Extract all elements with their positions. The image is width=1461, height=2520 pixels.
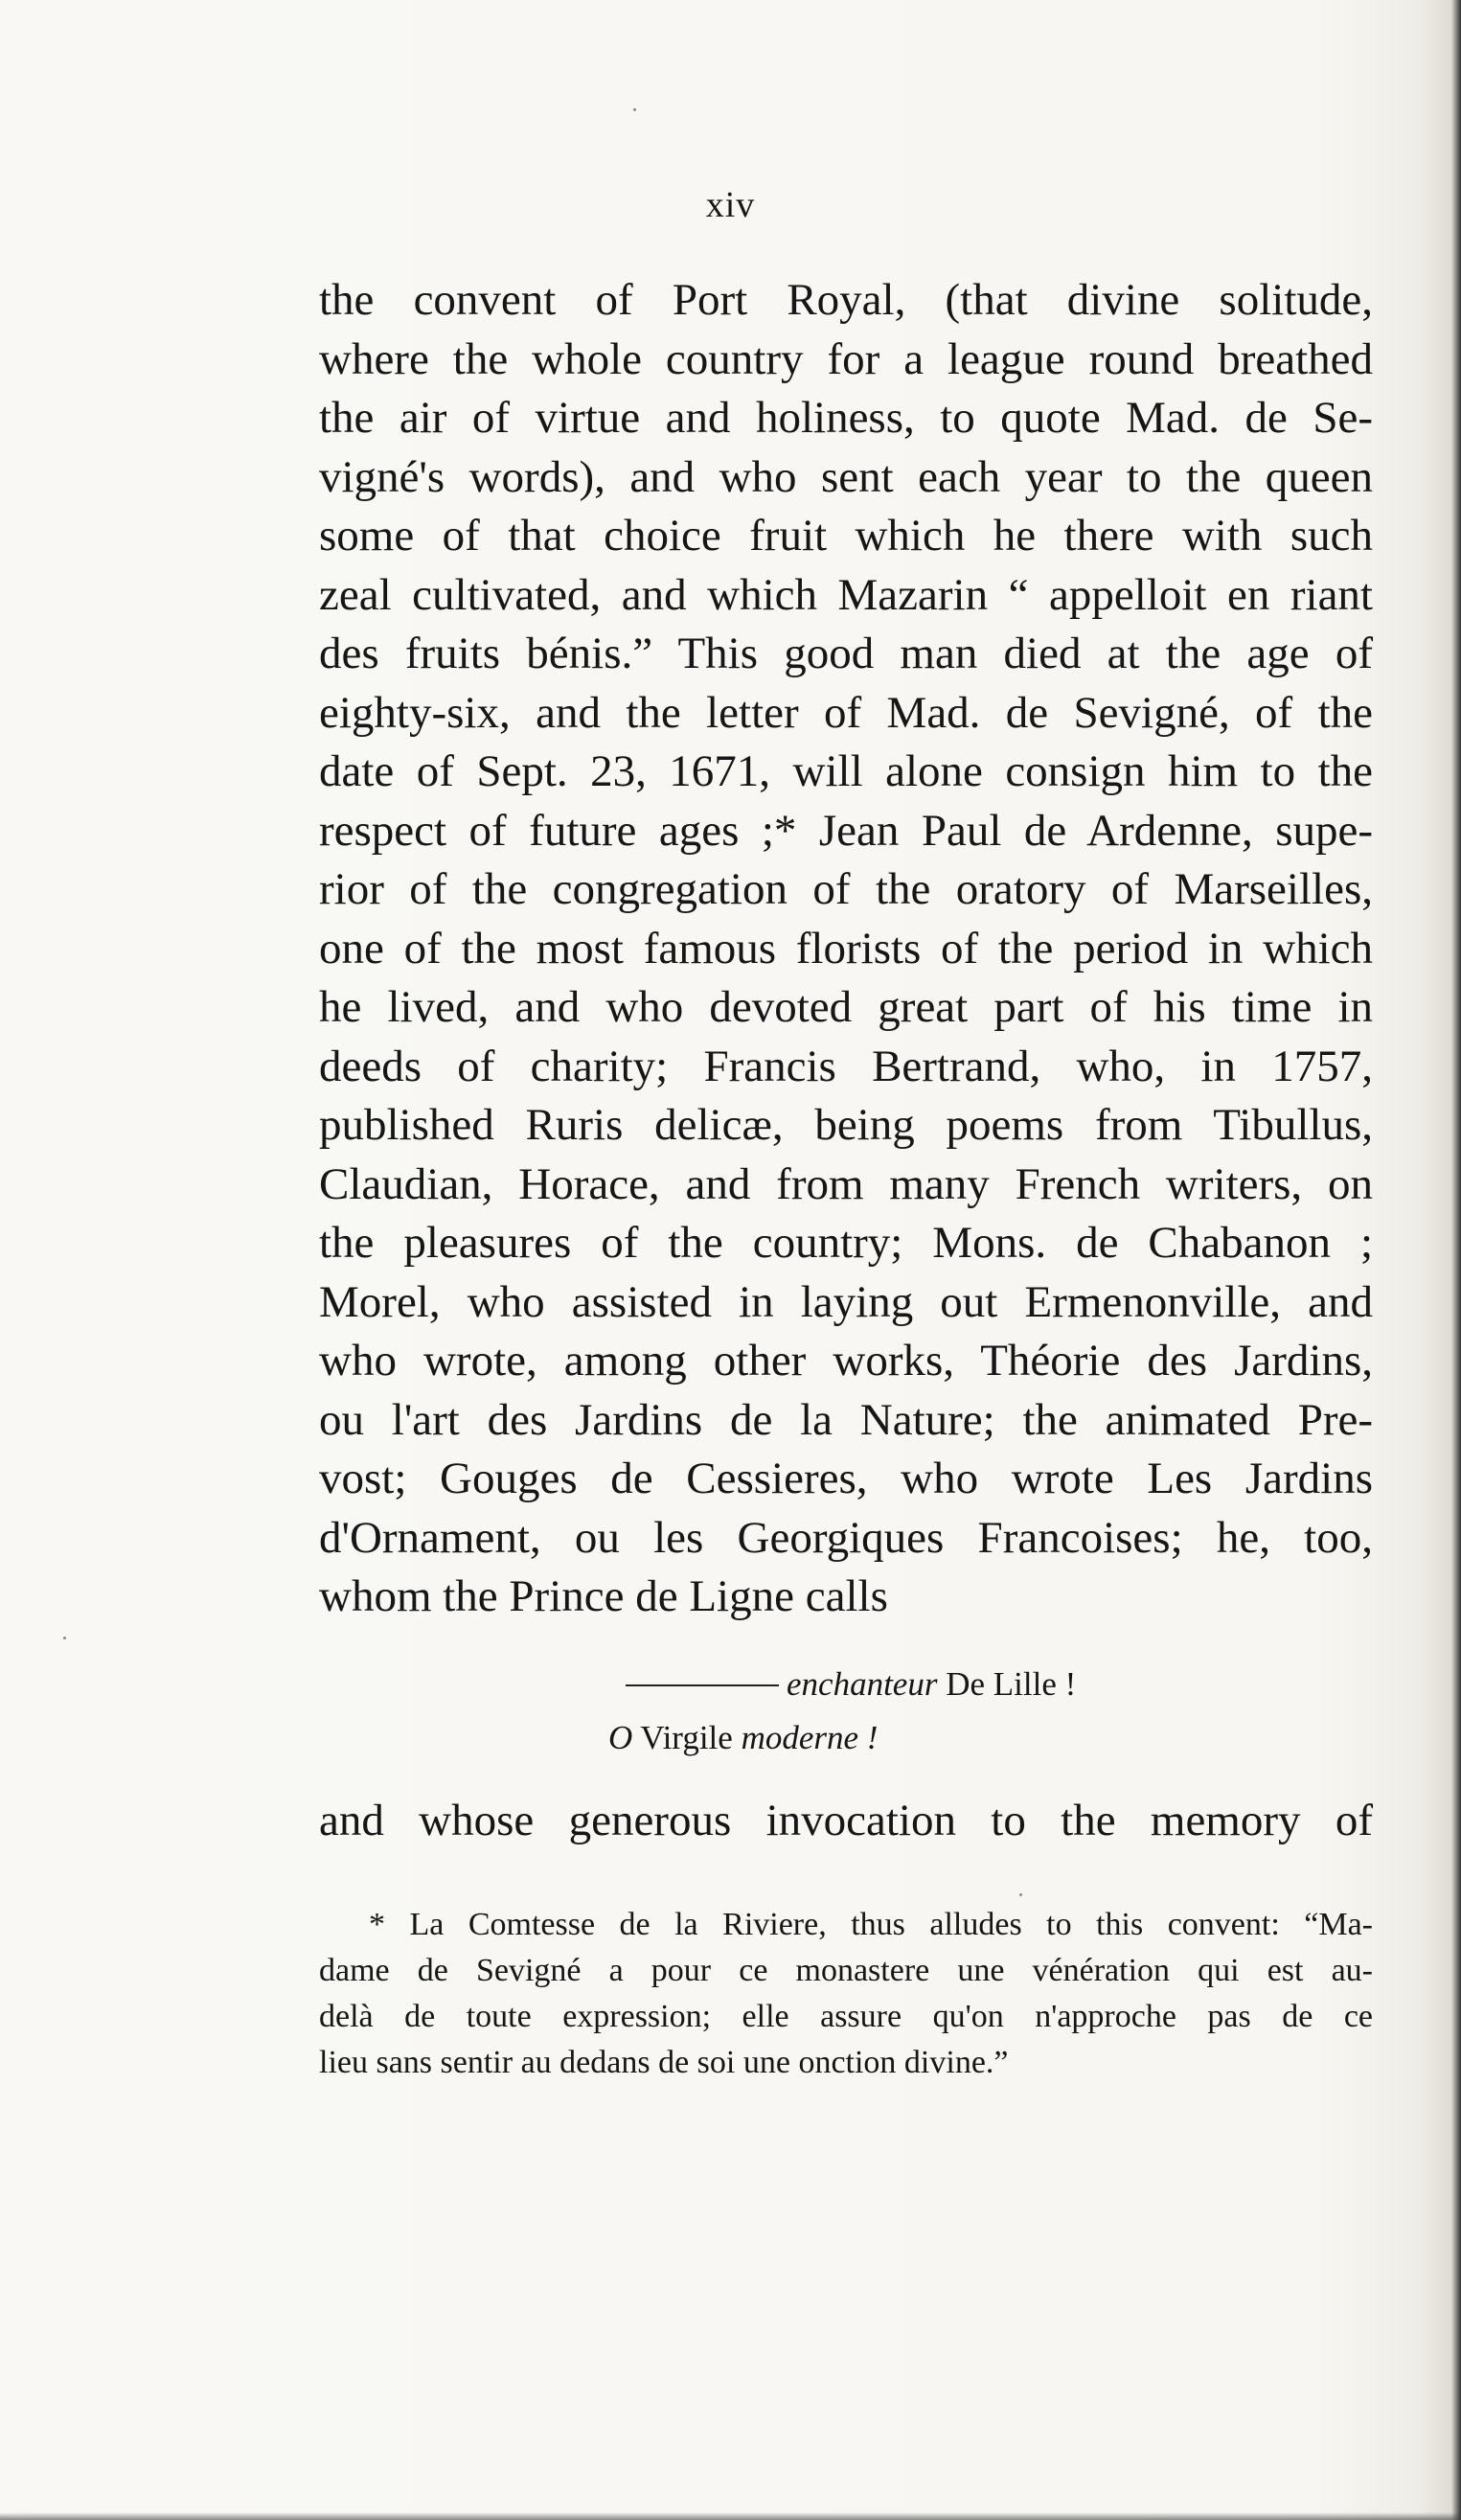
- text-line: the air of virtue and holiness, to quote Mad. de Se-: [319, 393, 1373, 443]
- text-line: the pleasures of the country; Mons. de Chabanon ;: [319, 1218, 1373, 1268]
- text-line: eighty-six, and the letter of Mad. de Sevigné, of the: [319, 687, 1373, 738]
- paper-speck: [633, 108, 636, 111]
- text-line: rior of the congregation of the oratory of Marseilles,: [319, 864, 1373, 914]
- text-line: d'Ornament, ou les Georgiques Francoises; he, too,: [319, 1512, 1373, 1563]
- paper-speck: [63, 1637, 66, 1639]
- text-line: respect of future ages ;* Jean Paul de Ardenne, supe-: [319, 805, 1373, 856]
- text-line: deeds of charity; Francis Bertrand, who, in 1757,: [319, 1041, 1373, 1091]
- closing-line: and whose generous invocation to the memory of: [319, 1796, 1373, 1845]
- verse-italic-word: moderne !: [741, 1719, 879, 1756]
- text-line: some of that choice fruit which he there with such: [319, 511, 1373, 561]
- text-line: whom the Prince de Ligne calls: [319, 1571, 888, 1621]
- text-line: he lived, and who devoted great part of his time in: [319, 982, 1373, 1032]
- text-line: ou l'art des Jardins de la Nature; the animated Pre-: [319, 1394, 1373, 1445]
- text-line: published Ruris delicæ, being poems from Tibullus,: [319, 1100, 1373, 1150]
- text-line: des fruits bénis.” This good man died at the age of: [319, 629, 1373, 678]
- text-line: vigné's words), and who sent each year to the queen: [319, 451, 1373, 502]
- footnote-line: delà de toute expression; elle assure qu'on n'approche pas de ce: [319, 1999, 1373, 2034]
- footnote: [319, 1902, 1373, 2086]
- verse-italic-word: O: [608, 1719, 633, 1756]
- verse-roman-word: De Lille !: [946, 1665, 1077, 1703]
- text-line: Morel, who assisted in laying out Ermenonville, and: [319, 1276, 1373, 1327]
- text-line: who wrote, among other works, Théorie des Jardins,: [319, 1336, 1373, 1386]
- text-line: Claudian, Horace, and from many French writers, on: [319, 1158, 1373, 1209]
- footnote-line: * La Comtesse de la Riviere, thus alludes to this convent: “Ma-: [369, 1907, 1373, 1942]
- text-line: date of Sept. 23, 1671, will alone consign him to the: [319, 746, 1373, 796]
- footnote-line: dame de Sevigné a pour ce monastere une vénération qui est au-: [319, 1953, 1373, 1988]
- footnote-line: lieu sans sentir au dedans de soi une onction divine.”: [319, 2045, 1009, 2080]
- text-line: zeal cultivated, and which Mazarin “ appelloit en riant: [319, 569, 1373, 620]
- page-right-edge: [1451, 0, 1461, 2520]
- page-bottom-edge: [0, 2512, 1461, 2520]
- text-line: where the whole country for a league round breathed: [319, 333, 1373, 384]
- page-number: xiv: [705, 185, 756, 225]
- paper-speck: [1019, 1893, 1022, 1896]
- body-text: [319, 271, 1373, 1627]
- verse-italic-word: enchanteur: [787, 1665, 938, 1703]
- text-line: the convent of Port Royal, (that divine solitude,: [319, 275, 1373, 325]
- verse-dash: [626, 1684, 779, 1686]
- text-line: vost; Gouges de Cessieres, who wrote Les Jardins: [319, 1454, 1373, 1503]
- verse-roman-word: Virgile: [640, 1719, 733, 1756]
- text-line: one of the most famous florists of the period in which: [319, 923, 1373, 974]
